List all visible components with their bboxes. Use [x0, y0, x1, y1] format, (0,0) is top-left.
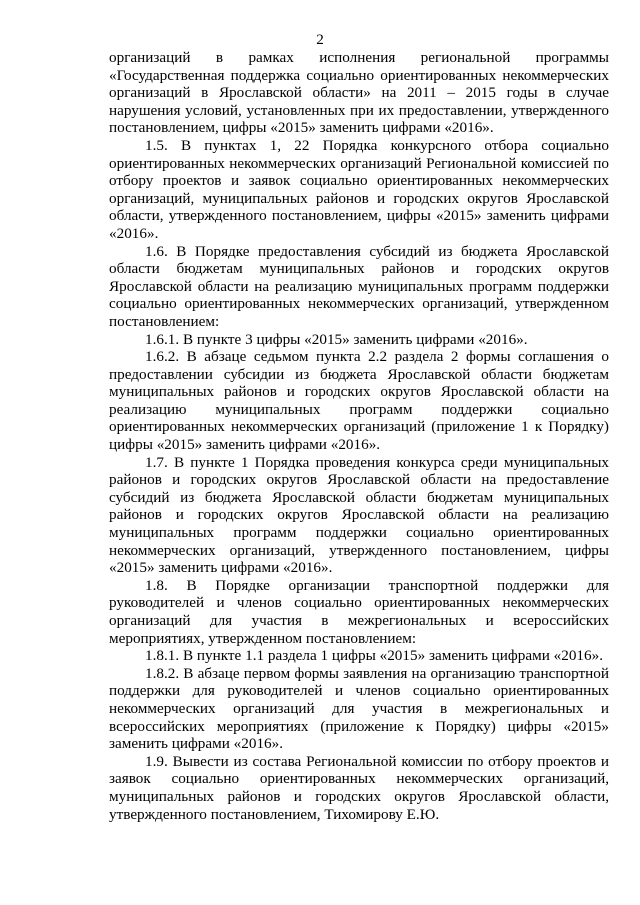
document-body [109, 49, 609, 823]
paragraph-continuation: организаций в рамках исполнения региональной программы «Государственная поддержка социально ориентированных некоммерческих организаций в Ярославской области» на 2011 – 2015 годы в случае нарушения условий, установленных при их предоставлении, утвержденного постановлением, цифры «2015» заменить цифрами «2016». [109, 49, 609, 137]
page-number: 2 [316, 31, 324, 48]
paragraph-1-6-2: 1.6.2. В абзаце седьмом пункта 2.2 раздела 2 формы соглашения о предоставлении субсидии из бюджета Ярославской области бюджетам муниципальных районов и городских округов Ярославской области на реализацию муниципальных программ поддержки социально ориентированных некоммерческих организаций (приложение 1 к Порядку) цифры «2015» заменить цифрами «2016». [109, 348, 609, 454]
paragraph-1-9: 1.9. Вывести из состава Региональной комиссии по отбору проектов и заявок социально ориентированных некоммерческих организаций, муниципальных районов и городских округов Ярославской области, утвержденного постановлением, Тихомирову Е.Ю. [109, 752, 609, 823]
paragraph-1-8: 1.8. В Порядке организации транспортной поддержки для руководителей и членов социально ориентированных некоммерческих организаций для участия в межрегиональных и всероссийских мероприятиях, утвержденном постановлением: [109, 576, 609, 647]
paragraph-1-5: 1.5. В пунктах 1, 22 Порядка конкурсного отбора социально ориентированных некоммерческих организаций Региональной комиссией по отбору проектов и заявок социально ориентированных некоммерческих организаций, муниципальных районов и городских округов Ярославской области, утвержденного постановлением, цифры «2015» заменить цифрами «2016». [109, 136, 609, 242]
paragraph-1-6: 1.6. В Порядке предоставления субсидий из бюджета Ярославской области бюджетам муниципальных районов и городских округов Ярославской области на реализацию муниципальных программ поддержки социально ориентированных некоммерческих организаций, утвержденном постановлением: [109, 242, 609, 330]
paragraph-1-8-1: 1.8.1. В пункте 1.1 раздела 1 цифры «2015» заменить цифрами «2016». [145, 647, 603, 665]
paragraph-1-8-2: 1.8.2. В абзаце первом формы заявления на организацию транспортной поддержки для руководителей и членов социально ориентированных некоммерческих организаций для участия в межрегиональных и всероссийских мероприятиях (приложение к Порядку) цифры «2015» заменить цифрами «2016». [109, 664, 609, 753]
paragraph-1-7: 1.7. В пункте 1 Порядка проведения конкурса среди муниципальных районов и городских округов Ярославской области на предоставление субсидий из бюджета Ярославской области бюджетам муниципальных районов и городских округов Ярославской области на реализацию муниципальных программ поддержки социально ориентированных некоммерческих организаций, утвержденного постановлением, цифры «2015» заменить цифрами «2016». [109, 453, 609, 577]
paragraph-1-6-1: 1.6.1. В пункте 3 цифры «2015» заменить цифрами «2016». [145, 330, 528, 348]
